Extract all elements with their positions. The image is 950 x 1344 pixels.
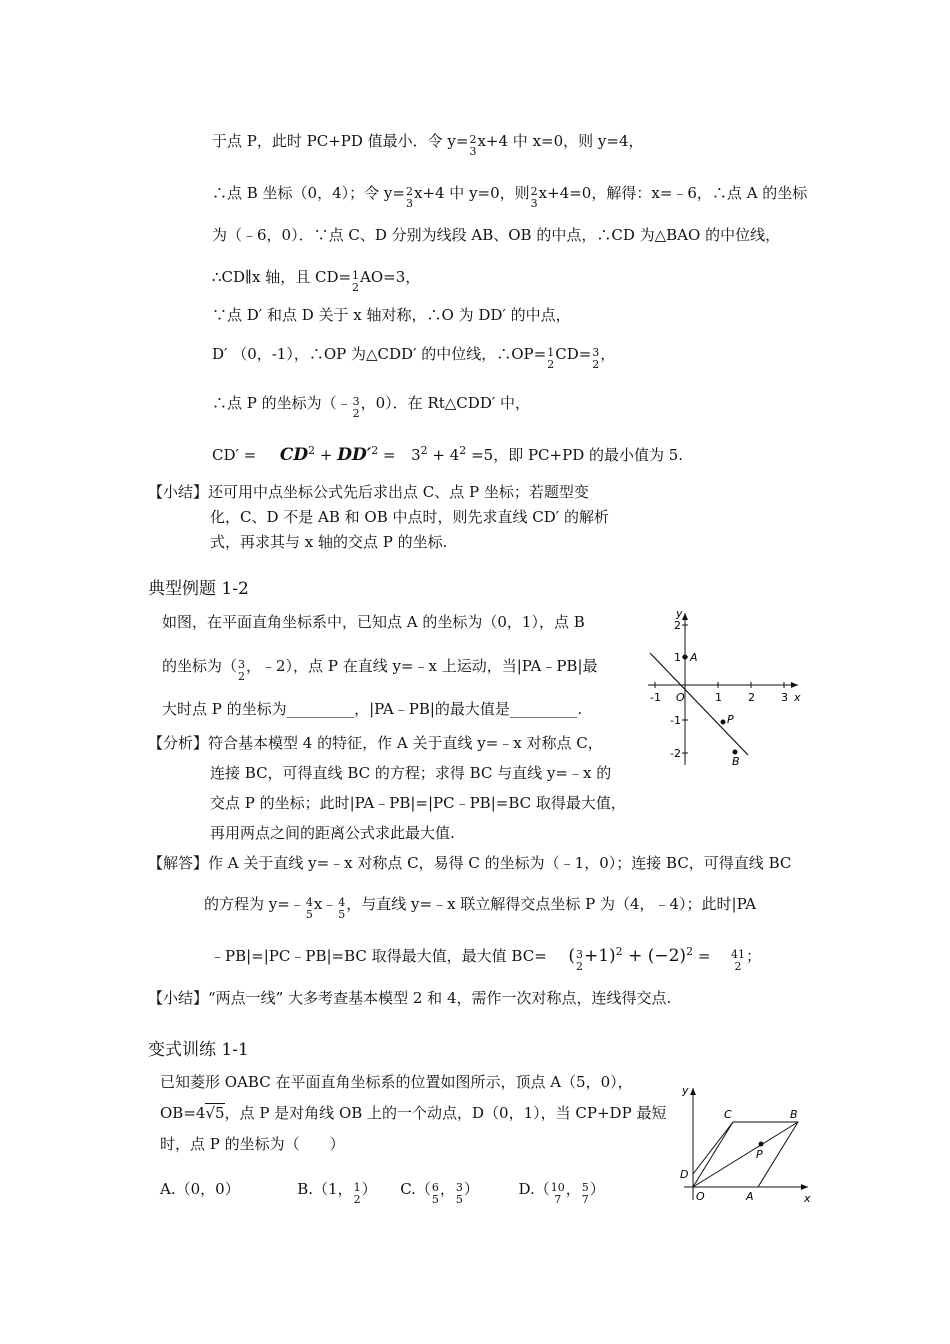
- svg-text:x: x: [804, 1192, 811, 1205]
- solution-line-6: D′ （0，-1），∴OP 为△CDD′ 的中位线，∴OP= 1 2 CD= 3 2 ，: [212, 345, 616, 371]
- figure-coordinate-plane: [640, 605, 805, 770]
- tick-label: -1: [650, 691, 661, 704]
- svg-text:D: D: [680, 1168, 689, 1181]
- options-row: [160, 1178, 605, 1206]
- svg-text:P: P: [727, 713, 734, 726]
- answer-line-1: 【解答】作 A 关于直线 y=﹣x 对称点 C，易得 C 的坐标为（﹣1，0）；连接 BC，可得直线 BC: [148, 854, 792, 872]
- tick-label: -2: [670, 747, 681, 760]
- svg-text:y: y: [676, 607, 683, 620]
- svg-text:y: y: [682, 1084, 689, 1097]
- variant-line-3: 时，点 P 的坐标为（ ）: [160, 1135, 345, 1153]
- option-a[interactable]: A.（0，0）: [160, 1180, 240, 1198]
- summary-1-line-2: 化，C、D 不是 AB 和 OB 中点时，则先求直线 CD′ 的解析: [210, 508, 609, 526]
- example-title: 典型例题 1-2: [148, 579, 249, 599]
- figure-rhombus: [676, 1080, 816, 1205]
- svg-text:P: P: [756, 1148, 763, 1161]
- analysis-line-4: 再用两点之间的距离公式求此最大值.: [210, 824, 455, 842]
- variant-line-1: 已知菱形 OABC 在平面直角坐标系的位置如图所示，顶点 A（5，0），: [160, 1073, 633, 1091]
- option-c[interactable]: C.（ 6 5 ， 3 5 ）: [400, 1180, 479, 1206]
- summary-2: 【小结】“两点一线” 大多考查基本模型 2 和 4，需作一次对称点，连线得交点.: [148, 989, 672, 1007]
- svg-text:O: O: [696, 1190, 705, 1203]
- analysis-line-1: 【分析】符合基本模型 4 的特征，作 A 关于直线 y=﹣x 对称点 C，: [148, 734, 603, 752]
- option-d[interactable]: D.（ 10 7 ， 5 7 ）: [518, 1180, 605, 1206]
- svg-text:B: B: [790, 1108, 798, 1121]
- diagonal-ob: [693, 1122, 798, 1187]
- solution-line-1: 于点 P，此时 PC+PD 值最小．令 y= 2 3 x+4 中 x=0，则 y=4，: [212, 132, 644, 158]
- svg-text:O: O: [676, 691, 685, 704]
- tick-label: 1: [715, 691, 722, 704]
- analysis-line-3: 交点 P 的坐标；此时|PA﹣PB|=|PC﹣PB|=BC 取得最大值，: [210, 794, 626, 812]
- tick-label: 1: [674, 651, 681, 664]
- point-b: [733, 750, 738, 755]
- summary-1-line-1: 【小结】还可用中点坐标公式先后求出点 C、点 P 坐标；若题型变: [148, 483, 589, 501]
- tick-label: 2: [748, 691, 755, 704]
- variant-line-2: OB=4√5，点 P 是对角线 OB 上的一个动点，D（0，1），当 CP+DP 最短: [160, 1104, 667, 1122]
- svg-text:B: B: [732, 755, 740, 768]
- svg-text:A: A: [746, 1190, 754, 1203]
- example-line-2: 的坐标为（ 3 2 ，﹣2），点 P 在直线 y=﹣x 上运动，当|PA﹣PB|最: [162, 657, 598, 683]
- variant-title: 变式训练 1-1: [148, 1040, 249, 1060]
- svg-text:C: C: [724, 1108, 732, 1121]
- line-y-neg-x: [650, 653, 748, 755]
- solution-line-7: ∴点 P 的坐标为（﹣ 3 2 ，0）．在 Rt△CDD′ 中，: [212, 394, 531, 420]
- option-b[interactable]: B.（1， 1 2 ）: [297, 1180, 377, 1206]
- point-a: [683, 655, 688, 660]
- tick-label: -1: [670, 714, 681, 727]
- svg-text:x: x: [794, 691, 801, 704]
- tick-label: 2: [674, 619, 681, 632]
- point-p: [721, 720, 726, 725]
- summary-1-line-3: 式，再求其与 x 轴的交点 P 的坐标.: [210, 533, 448, 551]
- solution-line-8: $CD' = CD^2 + DD'^2 = 3^2 + 4^2 =5$，即 PC+PD 的最小值为 5.: [212, 444, 684, 465]
- answer-line-2: 的方程为 y=﹣ 4 5 x﹣ 4 5 ，与直线 y=﹣x 联立解得交点坐标 P 为（4，﹣4）；此时|PA: [204, 895, 757, 921]
- solution-line-4: ∴CD∥x 轴，且 CD= 1 2 AO=3，: [212, 268, 421, 294]
- example-line-1: 如图，在平面直角坐标系中，已知点 A 的坐标为（0，1），点 B: [162, 613, 585, 631]
- analysis-line-2: 连接 BC，可得直线 BC 的方程；求得 BC 与直线 y=﹣x 的: [210, 764, 612, 782]
- solution-line-5: ∵点 D′ 和点 D 关于 x 轴对称，∴O 为 DD′ 的中点，: [212, 306, 571, 324]
- svg-text:A: A: [690, 651, 698, 664]
- answer-line-3: ﹣PB|=|PC﹣PB|=BC 取得最大值，最大值 BC= ( 3 2 $+1)^2 + (-2)^2$ = 41 2 ；: [210, 945, 761, 973]
- fraction: 2 3: [469, 133, 477, 158]
- solution-line-3: 为（﹣6，0）．∵点 C、D 分别为线段 AB、OB 的中点，∴CD 为△BAO 的中位线，: [212, 226, 781, 244]
- point-p: [759, 1142, 764, 1147]
- solution-line-2: ∴点 B 坐标（0，4）；令 y= 2 3 x+4 中 y=0，则 2 3 x+4=0，解得：x=﹣6，∴点 A 的坐标: [212, 184, 808, 210]
- example-line-3: 大时点 P 的坐标为_________，|PA﹣PB|的最大值是_________.: [162, 700, 583, 718]
- tick-label: 3: [781, 691, 788, 704]
